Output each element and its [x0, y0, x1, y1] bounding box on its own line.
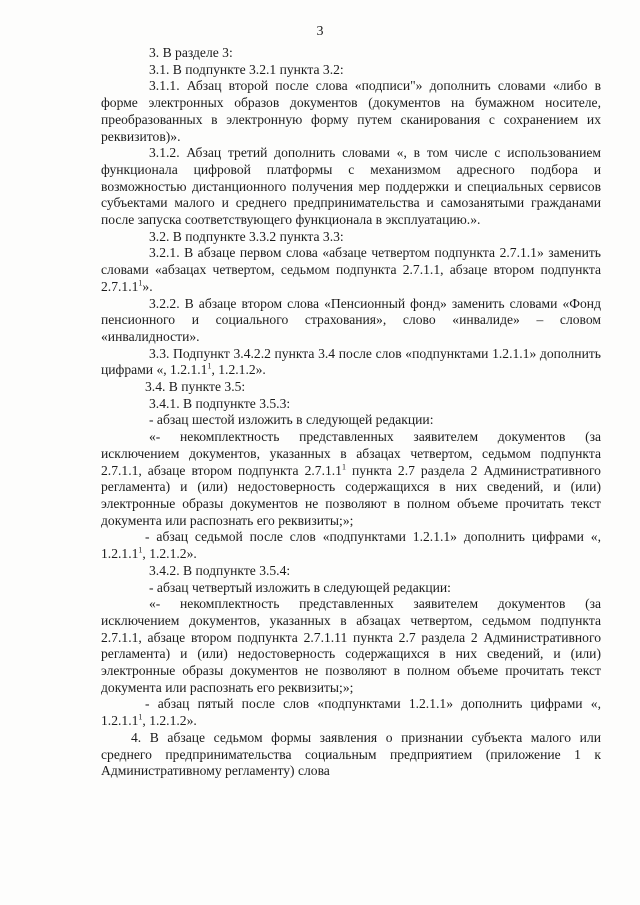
list-item-abzac-4: - абзац четвертый изложить в следующей редакции:	[149, 579, 451, 595]
section-3-heading: 3. В разделе 3:	[149, 45, 233, 60]
paragraph-3-3: 3.3. Подпункт 3.4.2.2 пункта 3.4 после слов «подпунктами 1.2.1.1» дополнить цифрами «, 1.2.1.1$^1$, 1.2.1.2».	[101, 345, 601, 378]
document-body	[101, 45, 601, 780]
paragraph-3-2-2: 3.2.2. В абзаце втором слова «Пенсионный фонд» заменить словами «Фонд пенсионного и социального страхования», слово «инвалиде» – словом «инвалидности».	[101, 295, 601, 344]
quoted-text-1: «- некомплектность представленных заявителем документов (за исключением документов, указанных в абзацах четвертом, седьмом подпункта 2.7.1.1, абзаце втором подпункта 2.7.1.1$^1$ пункта 2.7 раздела 2 Административного регламента) и (или) недостоверность содержащихся в них сведений, и (или) электронные образы документов не позволяют в полном объеме прочитать текст документа или распознать его реквизиты;»;	[101, 429, 601, 528]
paragraph-3-4-2: 3.4.2. В подпункте 3.5.4:	[149, 562, 291, 578]
list-item-abzac-6: - абзац шестой изложить в следующей редакции:	[149, 412, 434, 428]
paragraph-3-1: 3.1. В подпункте 3.2.1 пункта 3.2:	[149, 61, 344, 77]
paragraph-3-1-2: 3.1.2. Абзац третий дополнить словами «, в том числе с использованием функционала цифровой платформы с механизмом адресного подбора и возможностью дистанционного получения мер поддержки и специальных сервисов субъектами малого и среднего предпринимательства и самозанятыми гражданами после запуска соответствующего функционала в эксплуатацию.».	[101, 145, 601, 228]
list-item-abzac-5: - абзац пятый после слов «подпунктами 1.2.1.1» дополнить цифрами «, 1.2.1.1$^1$, 1.2.1.2».	[101, 696, 601, 729]
paragraph-3-2-1: 3.2.1. В абзаце первом слова «абзаце четвертом подпункта 2.7.1.1» заменить словами «абзацах четвертом, седьмом подпункта 2.7.1.1, абзаце втором подпункта 2.7.1.1$^1$».	[101, 245, 601, 294]
paragraph-3-4: 3.4. В пункте 3.5:	[145, 379, 246, 395]
paragraph-3-2: 3.2. В подпункте 3.3.2 пункта 3.3:	[149, 228, 344, 244]
list-item-abzac-7: - абзац седьмой после слов «подпунктами 1.2.1.1» дополнить цифрами «, 1.2.1.1$^1$, 1.2.1.2».	[101, 529, 601, 562]
page-number: 3	[316, 24, 324, 39]
paragraph-3-4-1: 3.4.1. В подпункте 3.5.3:	[149, 395, 291, 411]
paragraph-4: 4. В абзаце седьмом формы заявления о признании субъекта малого или среднего предпринимательства социальным предприятием (приложение 1 к Административному регламенту) слова	[101, 729, 601, 779]
quoted-text-2: «- некомплектность представленных заявителем документов (за исключением документов, указанных в абзацах четвертом, седьмом подпункта 2.7.1.1, абзаце втором подпункта 2.7.1.11 пункта 2.7 раздела 2 Административного регламента) и (или) недостоверность содержащихся в них сведений, и (или) электронные образы документов не позволяют в полном объеме прочитать текст документа или распознать его реквизиты;»;	[101, 596, 601, 695]
paragraph-3-1-1: 3.1.1. Абзац второй после слова «подписи"» дополнить словами «либо в форме электронных образов документов (документов на бумажном носителе, преобразованных в электронную форму путем сканирования с сохранением их реквизитов)».	[101, 78, 601, 144]
